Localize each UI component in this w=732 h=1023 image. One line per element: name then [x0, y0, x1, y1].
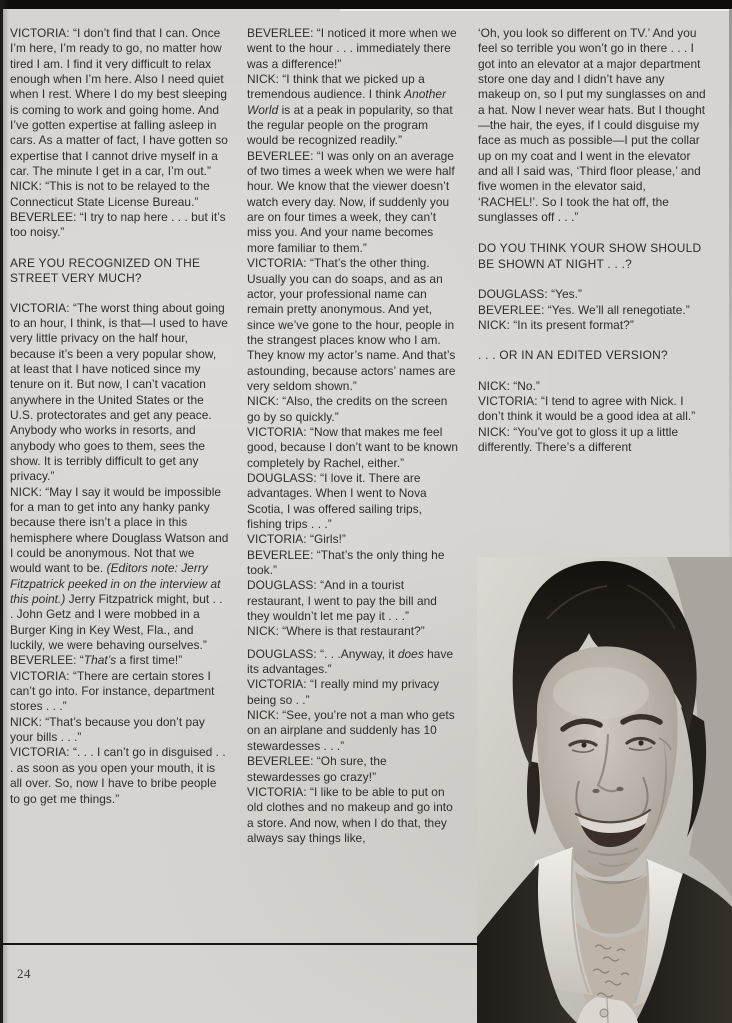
- text-segment: DOUGLASS: “And in a tourist restaurant, I went to pay the bill and they wouldn’t let me pay it . . .”: [247, 578, 437, 624]
- text-segment: BEVERLEE: “I was only on an average of two times a week when we were half hour. We know that the viewer doesn’t watch every day. Now, if suddenly you are on four times a week, they can’t miss you. And your name becomes more familiar to them.”: [247, 148, 455, 255]
- interview-paragraph: [10, 210, 229, 241]
- text-segment: NICK: “See, you’re not a man who gets on an airplane and suddenly has 10 stewardesses . . .”: [247, 708, 455, 753]
- spacer: [247, 640, 459, 647]
- text-segment: That’s: [83, 653, 117, 668]
- text-segment: VICTORIA: “There are certain stores I can’t go into. For instance, department stores . . .”: [10, 668, 215, 714]
- text-segment: NICK: “Also, the credits on the screen go by so quickly.”: [247, 394, 448, 424]
- interview-paragraph: [10, 653, 229, 668]
- text-segment: does: [397, 646, 424, 661]
- spacer: [478, 225, 708, 241]
- interview-paragraph: [10, 26, 229, 179]
- text-segment: BEVERLEE: “Oh sure, the stewardesses go crazy!”: [247, 754, 387, 784]
- text-segment: VICTORIA: “. . . I can’t go in disguised . . . as soon as you open your mouth, it is all over. So, now I have to bribe people to go get me things.”: [10, 745, 226, 806]
- text-segment: VICTORIA: “I tend to agree with Nick. I don’t think it would be a good idea at all.”: [478, 393, 696, 424]
- interview-paragraph: [247, 647, 459, 678]
- interview-paragraph: [478, 303, 708, 318]
- interview-paragraph: [247, 26, 459, 72]
- text-segment: NICK: “In its present format?”: [478, 317, 634, 332]
- text-segment: Jerry Fitzpatrick might, but . . . John Getz and I were mobbed in a Burger King in Key West, Fla., and luckily, we were behaving ourselves.”: [10, 592, 223, 653]
- text-segment: BEVERLEE: “I noticed it more when we went to the hour . . . immediately there was a difference!”: [247, 26, 457, 71]
- text-segment: NICK: “I think that we picked up a tremendous audience. I think: [247, 72, 425, 102]
- interview-paragraph: [478, 425, 708, 456]
- interview-paragraph: [247, 677, 459, 708]
- interview-paragraph: [247, 624, 459, 639]
- interview-paragraph: [247, 532, 459, 547]
- text-segment: VICTORIA: “Now that makes me feel good, because I don’t want to be known completely by Rachel, either.”: [247, 424, 459, 470]
- spacer: [10, 287, 229, 301]
- section-heading: [478, 241, 708, 272]
- text-segment: . . . OR IN AN EDITED VERSION?: [478, 348, 668, 363]
- interview-paragraph: [10, 485, 229, 654]
- interview-paragraph: [10, 301, 229, 485]
- text-segment: VICTORIA: “Girls!”: [247, 532, 346, 547]
- text-column-middle: [247, 26, 459, 846]
- spacer: [10, 241, 229, 256]
- text-segment: ‘Oh, you look so different on TV.’ And you feel so terrible you won’t go in there . . . I got into an elevator at a major department store one day and I didn’t have any makeup on, so I put my sunglasses on and a hat. Now I never wear hats. But I thought—the hair, the eyes, if I could disguise my face as much as possible—I put the collar up on my coat and I went in the elevator and all I said was, ‘Third floor please,’ and five women in the elevator said, ‘RACHEL!’. So I took the hat off, the sunglasses off . . .”: [478, 26, 706, 225]
- page-edge-left: [0, 0, 3, 1023]
- interview-paragraph: [247, 72, 459, 149]
- interview-paragraph: [247, 471, 459, 532]
- text-segment: DOUGLASS: “. . .Anyway, it: [247, 646, 398, 661]
- interview-paragraph: [10, 745, 229, 806]
- text-segment: NICK: “That’s because you don’t pay your bills . . .”: [10, 714, 205, 745]
- text-segment: DOUGLASS: “Yes.”: [478, 287, 582, 302]
- interview-paragraph: [247, 425, 459, 471]
- page-number: 24: [17, 966, 31, 981]
- interview-paragraph: [10, 179, 229, 210]
- interview-paragraph: [247, 548, 459, 579]
- interview-paragraph: [247, 785, 459, 846]
- interview-paragraph: [478, 394, 708, 425]
- portrait-photo-art: [477, 557, 732, 1023]
- interview-paragraph: [478, 379, 708, 394]
- interview-paragraph: [247, 754, 459, 785]
- interview-paragraph: [247, 256, 459, 394]
- text-segment: BEVERLEE: “I try to nap here . . . but it’s too noisy.”: [10, 210, 226, 240]
- text-column-left: [10, 26, 229, 807]
- text-segment: ARE YOU RECOGNIZED ON THE STREET VERY MUCH?: [10, 255, 201, 286]
- interview-paragraph: [478, 26, 708, 225]
- interview-paragraph: [478, 287, 708, 302]
- text-segment: Another World: [247, 87, 447, 117]
- text-segment: VICTORIA: “I don’t find that I can. Once I’m here, I’m ready to go, no matter how tired I am. I find it very difficult to relax enough when I’m here. Also I need quiet when I rest. Where I do my best sleeping is coming to work and going home. And I’ve gotten expertise at falling asleep in cars. As a matter of fact, I have gotten so expertise that I cannot drive myself in a car. The minute I get in a car, I’m out.”: [10, 26, 228, 179]
- text-segment: NICK: “Where is that restaurant?”: [247, 624, 425, 639]
- text-segment: VICTORIA: “I really mind my privacy being so . .”: [247, 677, 440, 707]
- interview-paragraph: [247, 394, 459, 425]
- interview-paragraph: [247, 708, 459, 754]
- text-segment: NICK: “You’ve got to gloss it up a little differently. There’s a different: [478, 424, 679, 454]
- page-edge-top: [0, 0, 732, 9]
- text-segment: a first time!”: [116, 653, 183, 668]
- portrait-photo: [477, 557, 732, 1023]
- spacer: [478, 272, 708, 287]
- footer-rule: [0, 943, 478, 945]
- interview-paragraph: [10, 715, 229, 746]
- text-segment: BEVERLEE: “Yes. We’ll all renegotiate.”: [478, 302, 690, 317]
- section-heading: [10, 256, 229, 287]
- text-segment: is at a peak in popularity, so that the regular people on the program would be recognized readily.”: [247, 102, 453, 148]
- interview-paragraph: [247, 578, 459, 624]
- spacer: [478, 364, 708, 379]
- text-segment: VICTORIA: “I like to be able to put on old clothes and no makeup and go into a store. And now, when I do that, they always say things like,: [247, 784, 453, 845]
- text-segment: VICTORIA: “The worst thing about going to an hour, I think, is that—I used to have very little privacy on the half hour, because it’s been a very popular show, at least that I have noticed since my tenure on it. But now, I can’t vacation anywhere in the United States or the U.S. protectorates and get any peace. Anybody who works in resorts, and anybody who goes to them, sees the show. It is terribly difficult to get any privacy.”: [10, 300, 228, 484]
- text-segment: NICK: “This is not to be relayed to the Connecticut State License Bureau.”: [10, 179, 210, 209]
- text-column-right: [478, 26, 708, 455]
- text-segment: NICK: “May I say it would be impossible for a man to get into any hanky panky because there isn’t a place in this hemisphere where Douglass Watson and I could be anonymous. Not that we would want to be.: [10, 484, 229, 576]
- text-segment: DO YOU THINK YOUR SHOW SHOULD BE SHOWN AT NIGHT . . .?: [478, 241, 702, 271]
- section-heading: [478, 348, 708, 363]
- text-segment: have its advantages.”: [247, 646, 454, 677]
- text-segment: (Editors note: Jerry Fitzpatrick peeked in on the interview at this point.): [10, 561, 221, 607]
- interview-paragraph: [247, 149, 459, 256]
- text-segment: DOUGLASS: “I love it. There are advantages. When I went to Nova Scotia, I was offered sailing trips, fishing trips . . .”: [247, 470, 427, 531]
- text-segment: NICK: “No.”: [478, 378, 540, 393]
- spacer: [478, 333, 708, 348]
- text-segment: BEVERLEE: “That’s the only thing he took.”: [247, 547, 445, 578]
- interview-paragraph: [10, 669, 229, 715]
- text-segment: BEVERLEE: “: [10, 653, 84, 668]
- interview-paragraph: [478, 318, 708, 333]
- text-segment: VICTORIA: “That’s the other thing. Usually you can do soaps, and as an actor, your professional name can remain pretty anonymous. And yet, since we’ve gone to the hour, people in the strangest places know who I am. They know my actor’s name. And that’s astounding, because actors’ names are very seldom shown.”: [247, 256, 456, 393]
